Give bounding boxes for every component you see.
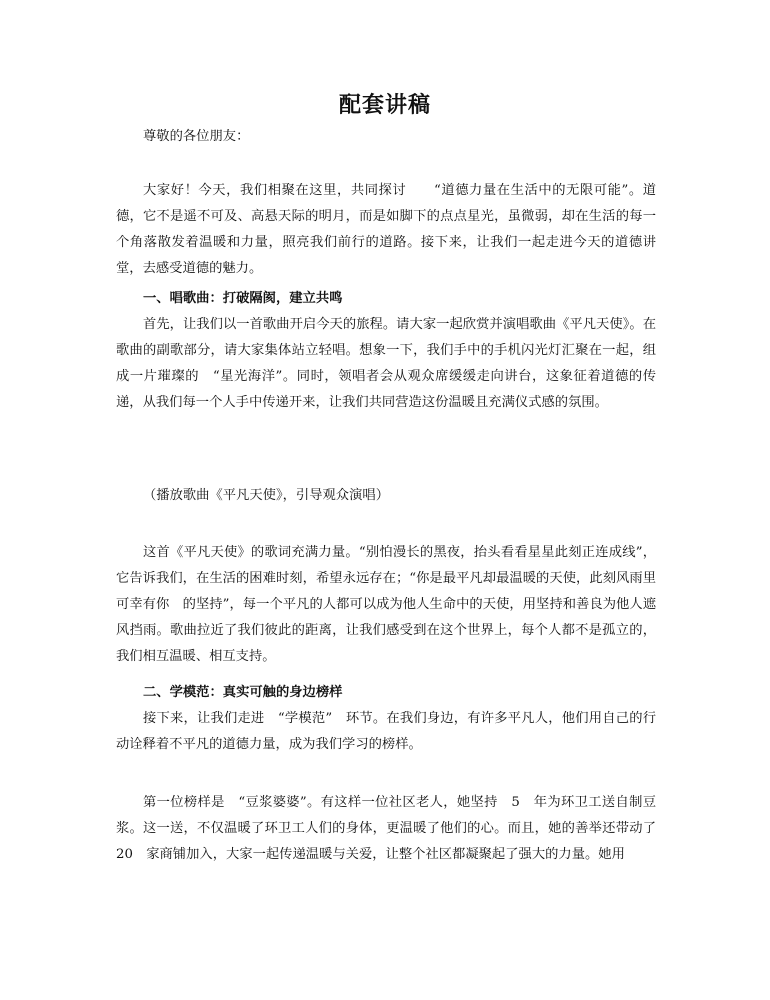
section-2-paragraph-1 (116, 706, 656, 758)
section-2-heading-text: 二、学模范：真实可触的身边榜样 (143, 685, 343, 700)
section-1-heading-text: 一、唱歌曲：打破隔阂，建立共鸣 (143, 291, 343, 306)
page-title: 配套讲稿 (338, 92, 431, 118)
section-2-heading (116, 680, 656, 706)
section-1-paragraph-2-text: 这首《平凡天使》的歌词充满力量。“别怕漫长的黑夜，抬头看看星星此刻正连成线”，它告诉我们，在生活的困难时刻，希望永远存在；“你是最平凡却最温暖的天使，此刻风雨里可幸有你 的坚持”，每一个平凡的人都可以成为他人生命中的天使，用坚持和善良为他人遮风挡雨。歌曲拉近了我们彼此的距离，让我们感受到在这个世界上，每个人都不是孤立的，我们相互温暖、相互支持。 (116, 545, 656, 664)
intro-text: 大家好！今天，我们相聚在这里，共同探讨 “道德力量在生活中的无限可能”。道德，它不是遥不可及、高悬天际的明月，而是如脚下的点点星光，虽微弱，却在生活的每一个角落散发着温暖和力量，照亮我们前行的道路。接下来，让我们一起走进今天的道德讲堂，去感受道德的魅力。 (116, 183, 656, 276)
section-2-paragraph-1-text: 接下来，让我们走进 “学模范” 环节。在我们身边，有许多平凡人，他们用自己的行动诠释着不平凡的道德力量，成为我们学习的榜样。 (116, 711, 656, 752)
section-1-heading (116, 286, 656, 312)
section-1-paragraph-2 (116, 540, 656, 670)
section-2-paragraph-2-text: 第一位榜样是 “豆浆婆婆”。有这样一位社区老人，她坚持 5 年为环卫工送自制豆浆。这一送，不仅温暖了环卫工人们的身体，更温暖了他们的心。而且，她的善举还带动了 20 家商铺加入，大家一起传递温暖与关爱，让整个社区都凝聚起了强大的力量。她用 (116, 795, 670, 862)
stage-note (116, 483, 656, 509)
section-1-paragraph-1-text: 首先，让我们以一首歌曲开启今天的旅程。请大家一起欣赏并演唱歌曲《平凡天使》。在歌曲的副歌部分，请大家集体站立轻唱。想象一下，我们手中的手机闪光灯汇聚在一起，组成一片璀璨的 “星光海洋”。同时，领唱者会从观众席缓缓走向讲台，这象征着道德的传递，从我们每一个人手中传递开来，让我们共同营造这份温暖且充满仪式感的氛围。 (116, 317, 656, 410)
intro-paragraph (116, 178, 656, 282)
stage-note-text: （播放歌曲《平凡天使》，引导观众演唱） (143, 488, 389, 503)
section-2-paragraph-2 (116, 790, 670, 868)
salutation-text: 尊敬的各位朋友： (143, 129, 250, 144)
section-1-paragraph-1 (116, 312, 656, 416)
salutation (116, 124, 656, 150)
